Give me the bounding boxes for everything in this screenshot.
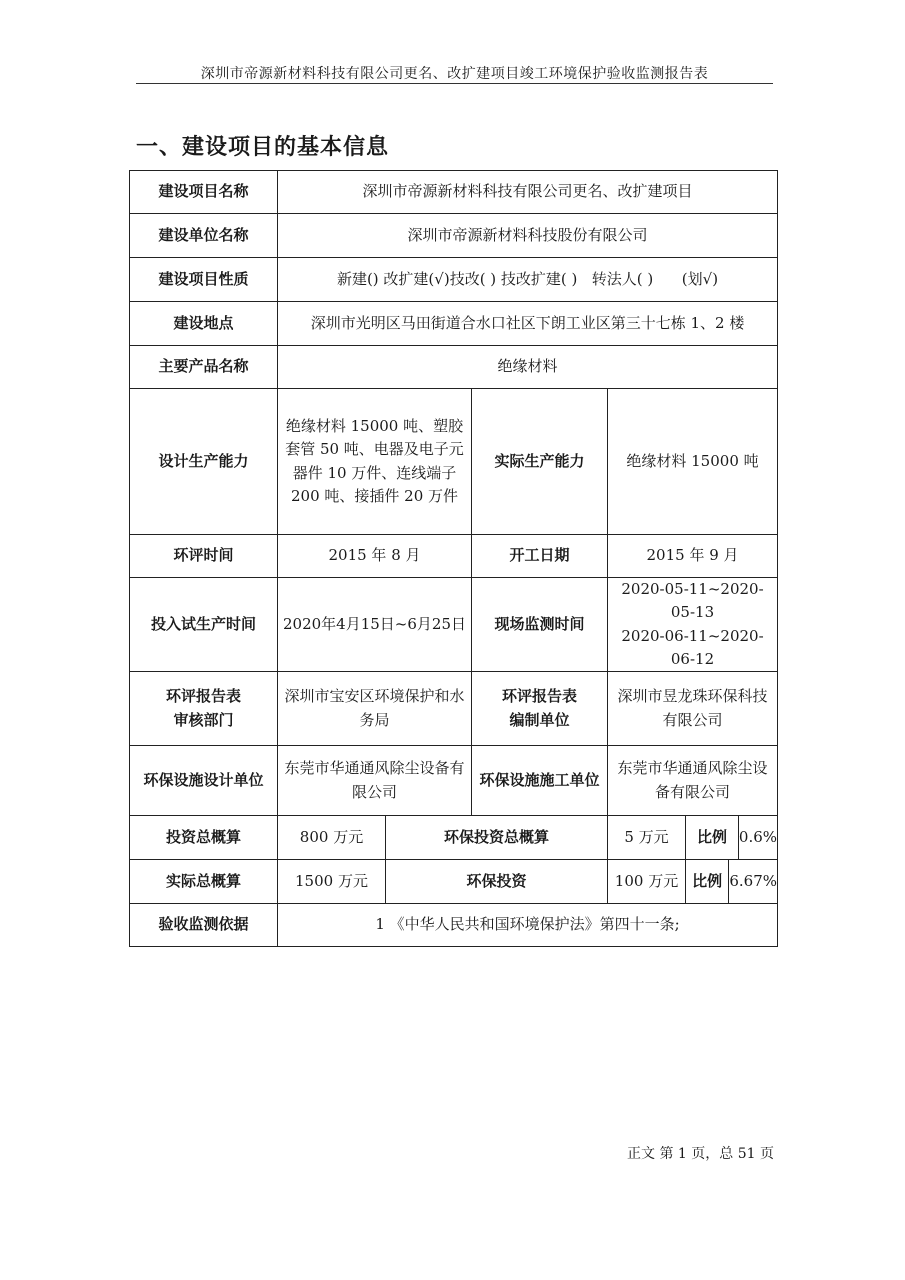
table-row xyxy=(130,816,778,860)
monitor-time-1: 2020-05-11~2020-05-13 xyxy=(621,580,764,622)
table-row xyxy=(130,672,778,746)
basis-value: 1 《中华人民共和国环境保护法》第四十一条; xyxy=(278,904,778,947)
facility-design-value: 东莞市华通通风除尘设备有限公司 xyxy=(278,746,472,816)
actual-ratio xyxy=(686,860,778,904)
compiler-value: 深圳市昱龙珠环保科技有限公司 xyxy=(608,672,778,746)
table-row xyxy=(130,904,778,947)
review-dept-label xyxy=(130,672,278,746)
project-name-label: 建设项目名称 xyxy=(130,171,278,214)
location-value: 深圳市光明区马田街道合水口社区下朗工业区第三十七栋 1、2 楼 xyxy=(278,302,778,346)
basis-label: 验收监测依据 xyxy=(130,904,278,947)
ratio-value: 0.6% xyxy=(738,827,778,846)
nature-label: 建设项目性质 xyxy=(130,258,278,302)
design-capacity-value: 绝缘材料 15000 吨、塑胶套管 50 吨、电器及电子元器件 10 万件、连线端子 200 吨、接插件 20 万件 xyxy=(278,389,472,535)
section-title: 一、建设项目的基本信息 xyxy=(136,134,390,160)
project-info-table xyxy=(129,170,778,947)
compiler-label-line1: 环评报告表 xyxy=(501,687,577,706)
location-label: 建设地点 xyxy=(130,302,278,346)
ratio-value: 6.67% xyxy=(729,871,778,890)
budget-label: 投资总概算 xyxy=(130,816,278,860)
monitor-time-label: 现场监测时间 xyxy=(472,578,608,672)
trial-production-value: 2020年4月15日~6月25日 xyxy=(278,578,472,672)
table-row xyxy=(130,346,778,389)
start-date-label: 开工日期 xyxy=(472,535,608,578)
product-label: 主要产品名称 xyxy=(130,346,278,389)
design-capacity-label: 设计生产能力 xyxy=(130,389,278,535)
table-row xyxy=(130,258,778,302)
table-row xyxy=(130,302,778,346)
ratio-label: 比例 xyxy=(686,816,739,859)
unit-name-label: 建设单位名称 xyxy=(130,214,278,258)
table-row xyxy=(130,578,778,672)
table-row xyxy=(130,214,778,258)
budget-value: 800 万元 xyxy=(278,816,386,860)
facility-builder-label: 环保设施施工单位 xyxy=(472,746,608,816)
table-row xyxy=(130,389,778,535)
compiler-label xyxy=(472,672,608,746)
eia-time-value: 2015 年 8 月 xyxy=(278,535,472,578)
product-value: 绝缘材料 xyxy=(278,346,778,389)
review-dept-value: 深圳市宝安区环境保护和水务局 xyxy=(278,672,472,746)
table-row xyxy=(130,535,778,578)
actual-capacity-label: 实际生产能力 xyxy=(472,389,608,535)
trial-production-label: 投入试生产时间 xyxy=(130,578,278,672)
unit-name-value: 深圳市帝源新材料科技股份有限公司 xyxy=(278,214,778,258)
actual-budget-value: 1500 万元 xyxy=(278,860,386,904)
review-dept-label-line1: 环评报告表 xyxy=(165,687,241,706)
compiler-label-line2: 编制单位 xyxy=(509,710,570,729)
actual-budget-label: 实际总概算 xyxy=(130,860,278,904)
review-dept-label-line2: 审核部门 xyxy=(173,710,234,729)
budget-ratio xyxy=(686,816,778,860)
nature-value: 新建() 改扩建(√)技改( ) 技改扩建( ) 转法人( ) (划√) xyxy=(278,258,778,302)
env-budget-value: 5 万元 xyxy=(608,816,686,860)
monitor-time-value xyxy=(608,578,778,672)
facility-design-label: 环保设施设计单位 xyxy=(130,746,278,816)
table-row xyxy=(130,860,778,904)
start-date-value: 2015 年 9 月 xyxy=(608,535,778,578)
ratio-label: 比例 xyxy=(686,860,729,903)
page-header: 深圳市帝源新材料科技有限公司更名、改扩建项目竣工环境保护验收监测报告表 xyxy=(200,66,709,82)
env-budget-label: 环保投资总概算 xyxy=(386,816,608,860)
header-divider xyxy=(136,83,773,84)
page-footer: 正文 第 1 页，总 51 页 xyxy=(627,1146,774,1162)
table-row xyxy=(130,171,778,214)
eia-time-label: 环评时间 xyxy=(130,535,278,578)
actual-capacity-value: 绝缘材料 15000 吨 xyxy=(608,389,778,535)
actual-env-label: 环保投资 xyxy=(386,860,608,904)
actual-env-value: 100 万元 xyxy=(608,860,686,904)
monitor-time-2: 2020-06-11~2020-06-12 xyxy=(621,626,764,668)
project-name-value: 深圳市帝源新材料科技有限公司更名、改扩建项目 xyxy=(278,171,778,214)
table-row xyxy=(130,746,778,816)
facility-builder-value: 东莞市华通通风除尘设备有限公司 xyxy=(608,746,778,816)
